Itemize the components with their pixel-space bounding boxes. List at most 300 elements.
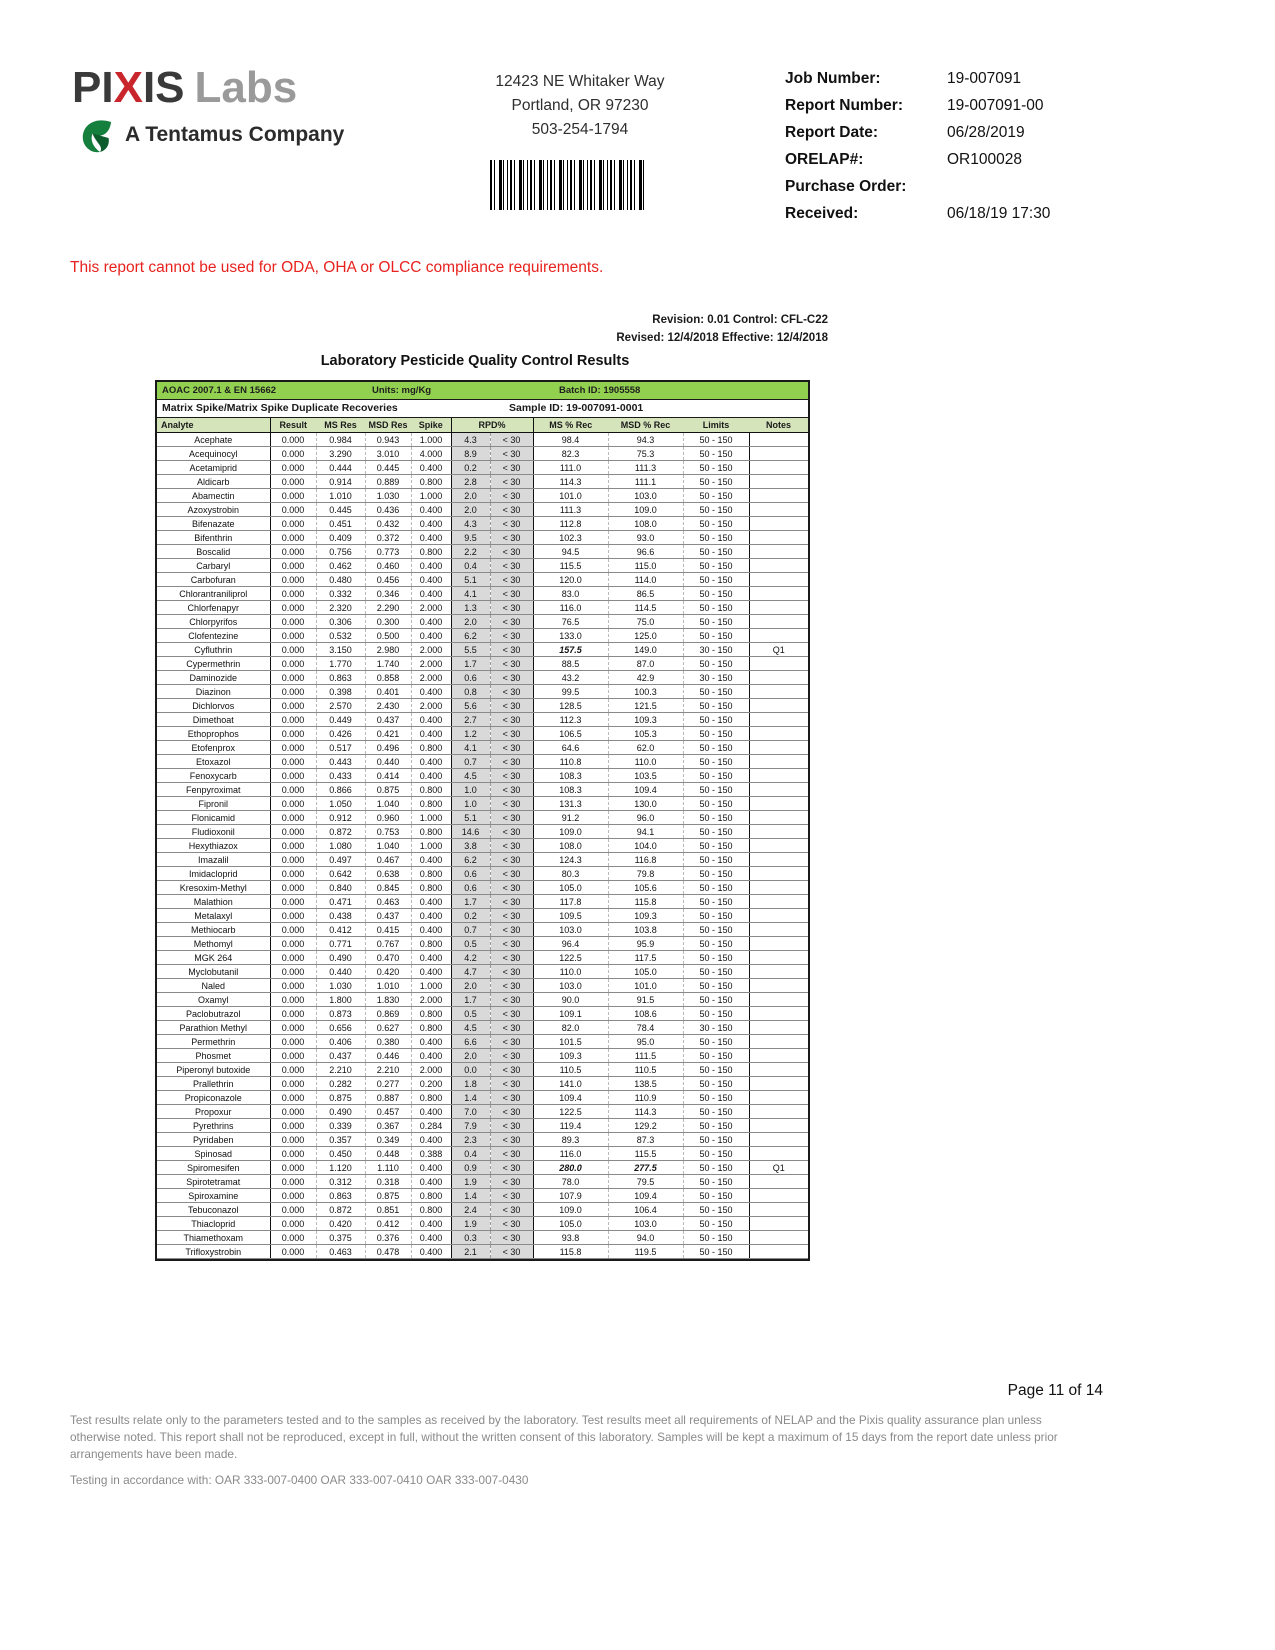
cell-result: 0.000	[270, 657, 316, 671]
cell-msd-res: 0.432	[365, 517, 411, 531]
cell-ms-res: 0.872	[316, 1203, 365, 1217]
cell-result: 0.000	[270, 1091, 316, 1105]
cell-analyte: Fludioxonil	[157, 825, 270, 839]
cell-result: 0.000	[270, 671, 316, 685]
cell-result: 0.000	[270, 937, 316, 951]
cell-rpd: 6.6	[451, 1035, 490, 1049]
cell-result: 0.000	[270, 559, 316, 573]
cell-rpd-limit: < 30	[490, 1161, 533, 1175]
table-row	[157, 951, 808, 965]
cell-msd-res: 0.421	[365, 727, 411, 741]
cell-rpd: 0.5	[451, 937, 490, 951]
cell-limits: 50 - 150	[683, 629, 749, 643]
cell-limits: 50 - 150	[683, 587, 749, 601]
cell-msd-rec: 103.5	[608, 769, 683, 783]
cell-limits: 50 - 150	[683, 881, 749, 895]
cell-ms-rec: 122.5	[533, 1105, 608, 1119]
cell-msd-rec: 96.0	[608, 811, 683, 825]
cell-analyte: Trifloxystrobin	[157, 1245, 270, 1259]
cell-result: 0.000	[270, 699, 316, 713]
cell-ms-res: 0.445	[316, 503, 365, 517]
cell-limits: 50 - 150	[683, 965, 749, 979]
cell-rpd-limit: < 30	[490, 1021, 533, 1035]
cell-rpd: 5.5	[451, 643, 490, 657]
cell-analyte: Hexythiazox	[157, 839, 270, 853]
cell-rpd-limit: < 30	[490, 923, 533, 937]
logo-text-labs: Labs	[194, 63, 298, 112]
orelap-row	[785, 151, 1205, 169]
table-row	[157, 1119, 808, 1133]
cell-limits: 50 - 150	[683, 615, 749, 629]
cell-rpd: 2.4	[451, 1203, 490, 1217]
cell-spike: 0.800	[411, 825, 451, 839]
cell-limits: 50 - 150	[683, 1161, 749, 1175]
cell-rpd-limit: < 30	[490, 965, 533, 979]
cell-ms-rec: 141.0	[533, 1077, 608, 1091]
cell-analyte: Prallethrin	[157, 1077, 270, 1091]
cell-analyte: Piperonyl butoxide	[157, 1063, 270, 1077]
cell-limits: 50 - 150	[683, 895, 749, 909]
cell-rpd: 4.3	[451, 433, 490, 447]
cell-limits: 50 - 150	[683, 951, 749, 965]
cell-spike: 0.400	[411, 685, 451, 699]
cell-ms-rec: 88.5	[533, 657, 608, 671]
cell-spike: 0.800	[411, 741, 451, 755]
cell-result: 0.000	[270, 1189, 316, 1203]
cell-analyte: Clofentezine	[157, 629, 270, 643]
cell-spike: 2.000	[411, 671, 451, 685]
cell-rpd: 1.0	[451, 797, 490, 811]
cell-result: 0.000	[270, 923, 316, 937]
cell-msd-res: 0.638	[365, 867, 411, 881]
col-analyte: Analyte	[157, 418, 270, 433]
cell-spike: 0.400	[411, 1105, 451, 1119]
cell-spike: 1.000	[411, 811, 451, 825]
cell-notes	[749, 1133, 808, 1147]
cell-spike: 2.000	[411, 1063, 451, 1077]
table-method-bar	[157, 382, 808, 400]
table-row	[157, 559, 808, 573]
cell-msd-rec: 114.0	[608, 573, 683, 587]
cell-rpd: 7.0	[451, 1105, 490, 1119]
cell-msd-res: 0.456	[365, 573, 411, 587]
cell-analyte: Pyrethrins	[157, 1119, 270, 1133]
cell-notes	[749, 1119, 808, 1133]
cell-ms-res: 0.497	[316, 853, 365, 867]
cell-notes	[749, 867, 808, 881]
cell-ms-res: 3.150	[316, 643, 365, 657]
logo-text-pi: PI	[72, 63, 114, 112]
cell-ms-res: 0.463	[316, 1245, 365, 1259]
cell-rpd: 1.9	[451, 1175, 490, 1189]
cell-limits: 50 - 150	[683, 1091, 749, 1105]
cell-limits: 50 - 150	[683, 825, 749, 839]
cell-msd-rec: 93.0	[608, 531, 683, 545]
table-row	[157, 783, 808, 797]
received-value: 06/18/19 17:30	[947, 205, 1051, 222]
cell-msd-res: 0.851	[365, 1203, 411, 1217]
cell-rpd-limit: < 30	[490, 559, 533, 573]
cell-analyte: Acequinocyl	[157, 447, 270, 461]
cell-msd-rec: 86.5	[608, 587, 683, 601]
cell-ms-rec: 112.3	[533, 713, 608, 727]
cell-rpd: 0.6	[451, 881, 490, 895]
cell-rpd: 1.9	[451, 1217, 490, 1231]
cell-ms-res: 1.030	[316, 979, 365, 993]
cell-notes	[749, 825, 808, 839]
cell-result: 0.000	[270, 1161, 316, 1175]
cell-analyte: Etoxazol	[157, 755, 270, 769]
cell-rpd-limit: < 30	[490, 993, 533, 1007]
cell-limits: 50 - 150	[683, 503, 749, 517]
cell-msd-rec: 104.0	[608, 839, 683, 853]
cell-msd-rec: 42.9	[608, 671, 683, 685]
cell-result: 0.000	[270, 867, 316, 881]
cell-limits: 50 - 150	[683, 1189, 749, 1203]
cell-rpd-limit: < 30	[490, 1035, 533, 1049]
cell-analyte: Propoxur	[157, 1105, 270, 1119]
purchase-order-label: Purchase Order:	[785, 178, 907, 195]
cell-msd-res: 0.376	[365, 1231, 411, 1245]
cell-ms-res: 0.420	[316, 1217, 365, 1231]
cell-limits: 50 - 150	[683, 545, 749, 559]
cell-notes	[749, 839, 808, 853]
cell-ms-rec: 82.3	[533, 447, 608, 461]
cell-msd-res: 0.437	[365, 909, 411, 923]
cell-result: 0.000	[270, 979, 316, 993]
barcode	[490, 160, 646, 210]
cell-notes	[749, 1147, 808, 1161]
orelap-label: ORELAP#:	[785, 151, 864, 168]
cell-msd-rec: 103.0	[608, 1217, 683, 1231]
cell-result: 0.000	[270, 447, 316, 461]
table-row	[157, 615, 808, 629]
cell-ms-res: 0.863	[316, 671, 365, 685]
cell-rpd-limit: < 30	[490, 517, 533, 531]
table-row	[157, 601, 808, 615]
table-row	[157, 993, 808, 1007]
cell-msd-rec: 109.4	[608, 783, 683, 797]
cell-limits: 50 - 150	[683, 699, 749, 713]
cell-analyte: Acephate	[157, 433, 270, 447]
cell-msd-rec: 91.5	[608, 993, 683, 1007]
cell-rpd-limit: < 30	[490, 1175, 533, 1189]
cell-ms-rec: 101.0	[533, 489, 608, 503]
cell-ms-res: 0.409	[316, 531, 365, 545]
address-line2: Portland, OR 97230	[511, 97, 649, 115]
table-row	[157, 867, 808, 881]
cell-limits: 50 - 150	[683, 713, 749, 727]
cell-notes	[749, 531, 808, 545]
cell-ms-res: 0.462	[316, 559, 365, 573]
cell-result: 0.000	[270, 503, 316, 517]
cell-notes	[749, 1105, 808, 1119]
cell-ms-res: 0.840	[316, 881, 365, 895]
cell-rpd: 0.4	[451, 1147, 490, 1161]
cell-notes	[749, 713, 808, 727]
cell-result: 0.000	[270, 1007, 316, 1021]
table-row	[157, 1035, 808, 1049]
table-row	[157, 517, 808, 531]
cell-analyte: Spiroxamine	[157, 1189, 270, 1203]
table-row	[157, 629, 808, 643]
cell-rpd: 0.6	[451, 671, 490, 685]
cell-rpd-limit: < 30	[490, 531, 533, 545]
cell-ms-rec: 82.0	[533, 1021, 608, 1035]
cell-limits: 50 - 150	[683, 573, 749, 587]
cell-ms-res: 0.444	[316, 461, 365, 475]
cell-ms-rec: 78.0	[533, 1175, 608, 1189]
cell-notes	[749, 601, 808, 615]
cell-limits: 50 - 150	[683, 1245, 749, 1259]
pixis-labs-logo	[72, 63, 345, 154]
cell-spike: 0.400	[411, 503, 451, 517]
cell-result: 0.000	[270, 475, 316, 489]
cell-analyte: Cypermethrin	[157, 657, 270, 671]
report-date-value: 06/28/2019	[947, 124, 1025, 141]
cell-limits: 50 - 150	[683, 797, 749, 811]
cell-msd-rec: 115.8	[608, 895, 683, 909]
cell-notes	[749, 1245, 808, 1259]
cell-result: 0.000	[270, 783, 316, 797]
cell-result: 0.000	[270, 825, 316, 839]
cell-notes	[749, 951, 808, 965]
cell-ms-res: 0.332	[316, 587, 365, 601]
cell-msd-rec: 277.5	[608, 1161, 683, 1175]
cell-notes	[749, 433, 808, 447]
cell-rpd: 0.2	[451, 909, 490, 923]
cell-spike: 1.000	[411, 489, 451, 503]
cell-notes	[749, 1203, 808, 1217]
cell-ms-res: 0.339	[316, 1119, 365, 1133]
cell-rpd-limit: < 30	[490, 587, 533, 601]
cell-ms-rec: 93.8	[533, 1231, 608, 1245]
cell-rpd-limit: < 30	[490, 811, 533, 825]
cell-msd-rec: 62.0	[608, 741, 683, 755]
table-row	[157, 475, 808, 489]
cell-result: 0.000	[270, 1119, 316, 1133]
cell-ms-rec: 109.5	[533, 909, 608, 923]
cell-ms-res: 0.440	[316, 965, 365, 979]
cell-rpd: 4.3	[451, 517, 490, 531]
table-row	[157, 489, 808, 503]
table-row	[157, 1147, 808, 1161]
cell-rpd: 0.2	[451, 461, 490, 475]
cell-result: 0.000	[270, 1245, 316, 1259]
cell-rpd: 2.0	[451, 615, 490, 629]
cell-result: 0.000	[270, 727, 316, 741]
cell-rpd: 1.4	[451, 1091, 490, 1105]
table-row	[157, 1217, 808, 1231]
cell-msd-res: 2.980	[365, 643, 411, 657]
units-label: Units: mg/Kg	[372, 385, 432, 396]
cell-notes	[749, 895, 808, 909]
cell-analyte: Carbaryl	[157, 559, 270, 573]
cell-notes	[749, 657, 808, 671]
cell-ms-res: 0.532	[316, 629, 365, 643]
cell-ms-res: 0.450	[316, 1147, 365, 1161]
received-label: Received:	[785, 205, 859, 222]
cell-msd-res: 0.318	[365, 1175, 411, 1189]
cell-msd-res: 0.440	[365, 755, 411, 769]
cell-ms-res: 0.433	[316, 769, 365, 783]
cell-spike: 0.200	[411, 1077, 451, 1091]
cell-ms-rec: 116.0	[533, 1147, 608, 1161]
cell-result: 0.000	[270, 755, 316, 769]
cell-rpd-limit: < 30	[490, 1077, 533, 1091]
cell-notes	[749, 1035, 808, 1049]
cell-limits: 50 - 150	[683, 769, 749, 783]
col-msd-rec: MSD % Rec	[608, 418, 683, 433]
cell-rpd: 4.5	[451, 769, 490, 783]
cell-ms-rec: 111.0	[533, 461, 608, 475]
cell-msd-res: 0.845	[365, 881, 411, 895]
cell-msd-res: 0.380	[365, 1035, 411, 1049]
cell-ms-res: 0.471	[316, 895, 365, 909]
cell-ms-rec: 117.8	[533, 895, 608, 909]
cell-ms-res: 0.312	[316, 1175, 365, 1189]
cell-rpd-limit: < 30	[490, 503, 533, 517]
cell-ms-rec: 131.3	[533, 797, 608, 811]
table-row	[157, 1189, 808, 1203]
cell-ms-rec: 133.0	[533, 629, 608, 643]
cell-rpd: 0.7	[451, 923, 490, 937]
cell-msd-rec: 115.0	[608, 559, 683, 573]
logo-wordmark	[72, 63, 344, 112]
cell-notes	[749, 979, 808, 993]
cell-spike: 0.400	[411, 951, 451, 965]
cell-msd-rec: 103.0	[608, 489, 683, 503]
cell-msd-rec: 96.6	[608, 545, 683, 559]
job-number-value: 19-007091	[947, 70, 1022, 87]
cell-result: 0.000	[270, 769, 316, 783]
cell-result: 0.000	[270, 713, 316, 727]
cell-msd-rec: 105.3	[608, 727, 683, 741]
cell-rpd: 4.7	[451, 965, 490, 979]
cell-notes	[749, 1049, 808, 1063]
cell-msd-res: 1.010	[365, 979, 411, 993]
batch-id: Batch ID: 1905558	[559, 385, 641, 396]
cell-limits: 50 - 150	[683, 1231, 749, 1245]
cell-spike: 0.800	[411, 1189, 451, 1203]
job-number-label: Job Number:	[785, 70, 881, 87]
cell-spike: 2.000	[411, 657, 451, 671]
cell-limits: 50 - 150	[683, 601, 749, 615]
cell-rpd: 2.1	[451, 1245, 490, 1259]
cell-ms-res: 0.642	[316, 867, 365, 881]
cell-ms-rec: 106.5	[533, 727, 608, 741]
cell-msd-res: 0.887	[365, 1091, 411, 1105]
cell-limits: 50 - 150	[683, 685, 749, 699]
cell-rpd-limit: < 30	[490, 895, 533, 909]
cell-msd-res: 0.869	[365, 1007, 411, 1021]
table-row	[157, 1175, 808, 1189]
revision-line1: Revision: 0.01 Control: CFL-C22	[652, 314, 828, 326]
table-row	[157, 573, 808, 587]
col-spike: Spike	[411, 418, 451, 433]
cell-rpd: 2.7	[451, 713, 490, 727]
cell-result: 0.000	[270, 489, 316, 503]
cell-ms-res: 0.306	[316, 615, 365, 629]
cell-result: 0.000	[270, 545, 316, 559]
cell-rpd: 1.8	[451, 1077, 490, 1091]
cell-spike: 2.000	[411, 601, 451, 615]
cell-spike: 0.400	[411, 895, 451, 909]
table-row	[157, 811, 808, 825]
cell-rpd: 0.6	[451, 867, 490, 881]
cell-result: 0.000	[270, 853, 316, 867]
col-rpd: RPD%	[451, 418, 533, 433]
cell-limits: 50 - 150	[683, 1063, 749, 1077]
report-number-row	[785, 97, 1205, 115]
cell-analyte: Dimethoat	[157, 713, 270, 727]
cell-msd-res: 0.470	[365, 951, 411, 965]
cell-msd-rec: 119.5	[608, 1245, 683, 1259]
cell-analyte: Spirotetramat	[157, 1175, 270, 1189]
cell-msd-res: 0.277	[365, 1077, 411, 1091]
table-row	[157, 881, 808, 895]
table-row	[157, 755, 808, 769]
cell-msd-res: 0.460	[365, 559, 411, 573]
cell-msd-rec: 87.3	[608, 1133, 683, 1147]
cell-spike: 0.388	[411, 1147, 451, 1161]
batch-value: 1905558	[600, 385, 641, 396]
cell-limits: 50 - 150	[683, 1077, 749, 1091]
cell-msd-rec: 79.8	[608, 867, 683, 881]
cell-rpd: 2.0	[451, 503, 490, 517]
cell-limits: 50 - 150	[683, 433, 749, 447]
cell-analyte: Bifenazate	[157, 517, 270, 531]
cell-rpd-limit: < 30	[490, 1133, 533, 1147]
report-date-label: Report Date:	[785, 124, 879, 141]
cell-rpd-limit: < 30	[490, 489, 533, 503]
page-number: Page 11 of 14	[1007, 1382, 1103, 1399]
cell-analyte: Daminozide	[157, 671, 270, 685]
cell-ms-res: 2.210	[316, 1063, 365, 1077]
cell-analyte: Dichlorvos	[157, 699, 270, 713]
cell-analyte: Carbofuran	[157, 573, 270, 587]
cell-msd-res: 2.430	[365, 699, 411, 713]
cell-ms-rec: 105.0	[533, 1217, 608, 1231]
cell-notes: Q1	[749, 643, 808, 657]
table-row	[157, 503, 808, 517]
table-row	[157, 979, 808, 993]
cell-msd-res: 0.773	[365, 545, 411, 559]
cell-rpd-limit: < 30	[490, 867, 533, 881]
cell-ms-rec: 108.3	[533, 769, 608, 783]
cell-result: 0.000	[270, 909, 316, 923]
cell-notes	[749, 797, 808, 811]
col-msd-res: MSD Res	[365, 418, 411, 433]
cell-limits: 50 - 150	[683, 993, 749, 1007]
cell-ms-rec: 128.5	[533, 699, 608, 713]
cell-result: 0.000	[270, 881, 316, 895]
cell-analyte: Paclobutrazol	[157, 1007, 270, 1021]
cell-msd-res: 0.960	[365, 811, 411, 825]
cell-msd-res: 0.445	[365, 461, 411, 475]
cell-limits: 50 - 150	[683, 923, 749, 937]
cell-analyte: Flonicamid	[157, 811, 270, 825]
table-row	[157, 643, 808, 657]
cell-msd-rec: 117.5	[608, 951, 683, 965]
cell-notes	[749, 475, 808, 489]
cell-limits: 50 - 150	[683, 755, 749, 769]
cell-analyte: Boscalid	[157, 545, 270, 559]
column-header-row	[157, 418, 808, 433]
cell-notes	[749, 517, 808, 531]
cell-notes	[749, 923, 808, 937]
cell-ms-res: 0.872	[316, 825, 365, 839]
